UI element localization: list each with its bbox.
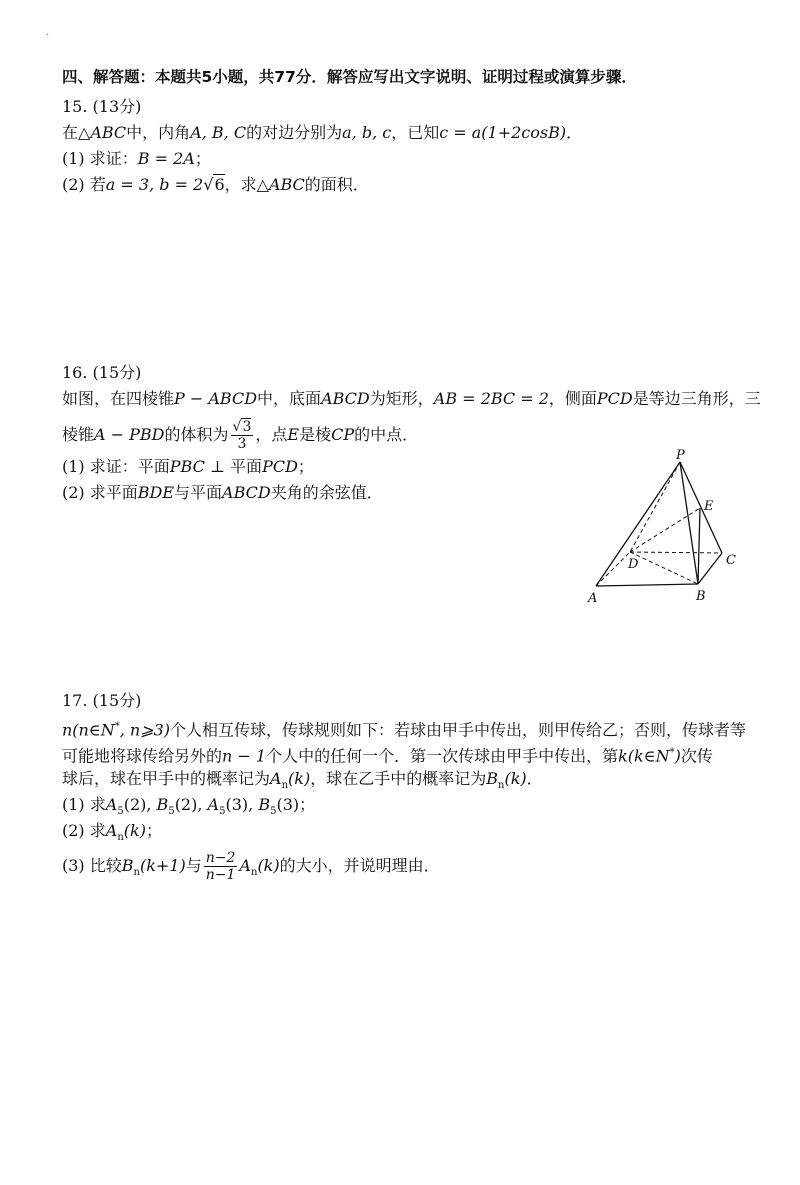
label-d: D: [628, 557, 639, 572]
q15-part2: (2) 若a = 3, b = 2√6，求△ABC的面积．: [62, 175, 369, 194]
pyramid-figure: [582, 448, 742, 608]
q16-heading: 16. (15分): [62, 363, 142, 382]
edge-bc: [698, 553, 722, 584]
label-e: E: [704, 499, 714, 514]
q17-part1: (1) 求$A_5(2)$, $B_5(2)$, $A_5(3)$, $B_5(3)$；: [62, 795, 316, 818]
ratio-fraction: $\frac{n-2}{n-1}$: [205, 850, 236, 883]
label-b: B: [696, 589, 706, 604]
q16-stem-line1: 如图，在四棱锥P − ABCD中，底面ABCD为矩形，AB = 2BC = 2，侧面PCD是等边三角形，三: [62, 389, 761, 408]
edge-ad: [596, 552, 630, 586]
q17-stem-line3: 球后，球在甲手中的概率记为$A_n(k)$，球在乙手中的概率记为$B_n(k)$．: [62, 769, 543, 792]
q17-heading: 17. (15分): [62, 691, 142, 710]
q17-stem-line2: 可能地将球传给另外的n − 1个人中的任何一个．第一次传球由甲手中传出，第k(k∈N*)次传: [62, 746, 713, 766]
label-p: P: [676, 448, 685, 463]
edge-db: [630, 552, 698, 584]
q15-heading: 15. (13分): [62, 97, 142, 116]
q17-part2: (2) 求$A_n(k)$；: [62, 821, 162, 844]
edge-pd: [630, 462, 680, 552]
label-c: C: [726, 553, 736, 568]
q17-part3: (3) 比较$B_n(k+1)$与 $\frac{n-2}{n-1}$ $A_n(k)$的大小，并说明理由．: [62, 850, 440, 883]
q16-part2: (2) 求平面BDE与平面ABCD夹角的余弦值．: [62, 483, 383, 502]
volume-fraction: $\frac{√3}{3}$: [232, 419, 252, 452]
label-a: A: [588, 591, 598, 606]
q15-stem: 在△ABC中，内角A, B, C的对边分别为a, b, c，已知c = a(1+2cosB)．: [62, 123, 583, 142]
q17-stem-line1: n(n∈N*, n⩾3)个人相互传球，传球规则如下：若球由甲手中传出，则甲传给乙；否则，传球者等: [62, 720, 747, 740]
q16-stem-line2: 棱锥A − PBD的体积为 $\frac{√3}{3}$ ，点E是棱CP的中点．: [62, 419, 419, 452]
edge-be: [698, 508, 700, 584]
q16-part1: (1) 求证：平面PBC ⊥ 平面PCD；: [62, 457, 314, 476]
section-title: 四、解答题：本题共5小题，共77分．解答应写出文字说明、证明过程或演算步骤．: [62, 68, 637, 86]
edge-dc: [630, 552, 722, 553]
edge-ab: [596, 584, 698, 586]
q15-part1: (1) 求证：B = 2A；: [62, 149, 211, 168]
top-mark: ·: [46, 30, 50, 41]
